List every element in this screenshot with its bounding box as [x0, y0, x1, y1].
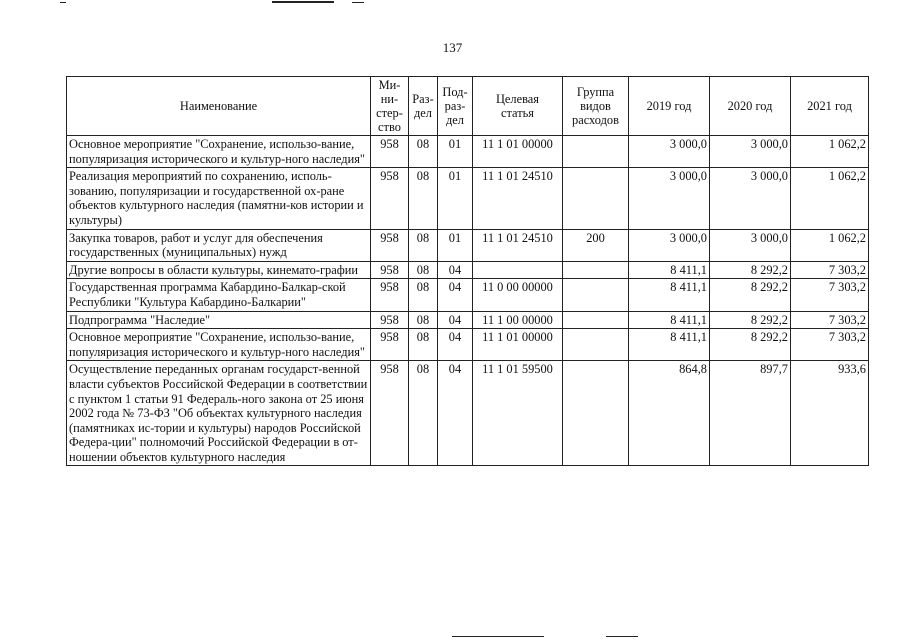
cell-2019: 3 000,0: [629, 229, 710, 261]
cell-name: Другие вопросы в области культуры, кинемато-графии: [67, 261, 371, 279]
header-target: Целевая статья: [473, 77, 563, 136]
cell-2021: 1 062,2: [791, 168, 869, 229]
cell-group: [563, 261, 629, 279]
scan-artifact: [352, 2, 364, 3]
cell-2021: 1 062,2: [791, 229, 869, 261]
scan-artifact: [60, 2, 66, 3]
cell-2019: 3 000,0: [629, 168, 710, 229]
header-subsection: Под- раз- дел: [438, 77, 473, 136]
cell-target: 11 0 00 00000: [473, 279, 563, 311]
cell-name: Государственная программа Кабардино-Балкар-ской Республики "Культура Кабардино-Балкарии": [67, 279, 371, 311]
cell-target: 11 1 01 24510: [473, 168, 563, 229]
cell-group: [563, 279, 629, 311]
header-ministry: Ми- ни- стер- ство: [371, 77, 409, 136]
cell-target: 11 1 01 59500: [473, 361, 563, 466]
cell-name: Закупка товаров, работ и услуг для обеспечения государственных (муниципальных) нужд: [67, 229, 371, 261]
cell-target: 11 1 00 00000: [473, 311, 563, 329]
cell-ministry: 958: [371, 361, 409, 466]
table-row: [67, 168, 869, 229]
cell-2019: 864,8: [629, 361, 710, 466]
cell-section: 08: [409, 229, 438, 261]
cell-2020: 8 292,2: [710, 261, 791, 279]
scan-artifact: [272, 1, 334, 3]
table-row: [67, 261, 869, 279]
cell-group: [563, 361, 629, 466]
cell-name: Подпрограмма "Наследие": [67, 311, 371, 329]
scan-artifact: [606, 636, 638, 637]
header-2020: 2020 год: [710, 77, 791, 136]
header-2021: 2021 год: [791, 77, 869, 136]
cell-name: Основное мероприятие "Сохранение, использо-вание, популяризация исторического и культур-ного наследия": [67, 136, 371, 168]
cell-ministry: 958: [371, 229, 409, 261]
cell-ministry: 958: [371, 279, 409, 311]
cell-section: 08: [409, 261, 438, 279]
cell-2021: 7 303,2: [791, 279, 869, 311]
cell-2019: 3 000,0: [629, 136, 710, 168]
cell-2021: 7 303,2: [791, 329, 869, 361]
cell-target: 11 1 01 24510: [473, 229, 563, 261]
table-header-row: [67, 77, 869, 136]
cell-2020: 3 000,0: [710, 168, 791, 229]
table-row: [67, 311, 869, 329]
cell-ministry: 958: [371, 311, 409, 329]
cell-subsection: 01: [438, 229, 473, 261]
table-row: [67, 361, 869, 466]
cell-section: 08: [409, 136, 438, 168]
table-row: [67, 329, 869, 361]
cell-section: 08: [409, 168, 438, 229]
table-row: [67, 279, 869, 311]
cell-subsection: 04: [438, 279, 473, 311]
cell-subsection: 04: [438, 311, 473, 329]
cell-2020: 897,7: [710, 361, 791, 466]
cell-2020: 3 000,0: [710, 229, 791, 261]
cell-ministry: 958: [371, 329, 409, 361]
cell-section: 08: [409, 311, 438, 329]
cell-2021: 933,6: [791, 361, 869, 466]
cell-2019: 8 411,1: [629, 261, 710, 279]
cell-2020: 8 292,2: [710, 329, 791, 361]
header-2019: 2019 год: [629, 77, 710, 136]
cell-2019: 8 411,1: [629, 279, 710, 311]
cell-section: 08: [409, 329, 438, 361]
cell-group: 200: [563, 229, 629, 261]
cell-2021: 7 303,2: [791, 311, 869, 329]
cell-ministry: 958: [371, 261, 409, 279]
cell-subsection: 04: [438, 361, 473, 466]
cell-2019: 8 411,1: [629, 311, 710, 329]
cell-2020: 3 000,0: [710, 136, 791, 168]
header-section: Раз- дел: [409, 77, 438, 136]
cell-2021: 1 062,2: [791, 136, 869, 168]
cell-group: [563, 329, 629, 361]
cell-target: 11 1 01 00000: [473, 329, 563, 361]
cell-2021: 7 303,2: [791, 261, 869, 279]
cell-subsection: 04: [438, 261, 473, 279]
cell-name: Осуществление переданных органам государст-венной власти субъектов Российской Федерации в соответствии с пунктом 1 статьи 91 Федераль-ного закона от 25 июня 2002 года № 73-ФЗ "Об объектах культурного наследия (памятниках ис-тории и культуры) народов Российской Федера-ции" полномочий Российской Федерации в от-ношении объектов культурного наследия: [67, 361, 371, 466]
cell-2020: 8 292,2: [710, 279, 791, 311]
cell-subsection: 01: [438, 136, 473, 168]
cell-group: [563, 136, 629, 168]
cell-group: [563, 311, 629, 329]
cell-name: Реализация мероприятий по сохранению, исполь-зованию, популяризации и государственной ох-ране объектов культурного наследия (памятни-ков истории и культуры): [67, 168, 371, 229]
header-name: Наименование: [67, 77, 371, 136]
cell-ministry: 958: [371, 136, 409, 168]
cell-subsection: 04: [438, 329, 473, 361]
cell-2019: 8 411,1: [629, 329, 710, 361]
page-number: 137: [442, 40, 463, 55]
cell-2020: 8 292,2: [710, 311, 791, 329]
cell-group: [563, 168, 629, 229]
header-group: Группа видов расходов: [563, 77, 629, 136]
cell-target: 11 1 01 00000: [473, 136, 563, 168]
cell-section: 08: [409, 279, 438, 311]
budget-table: [66, 76, 869, 466]
cell-subsection: 01: [438, 168, 473, 229]
cell-ministry: 958: [371, 168, 409, 229]
table-row: [67, 229, 869, 261]
scan-artifact: [452, 636, 544, 637]
cell-target: [473, 261, 563, 279]
table-row: [67, 136, 869, 168]
cell-name: Основное мероприятие "Сохранение, использо-вание, популяризация исторического и культур-ного наследия": [67, 329, 371, 361]
cell-section: 08: [409, 361, 438, 466]
